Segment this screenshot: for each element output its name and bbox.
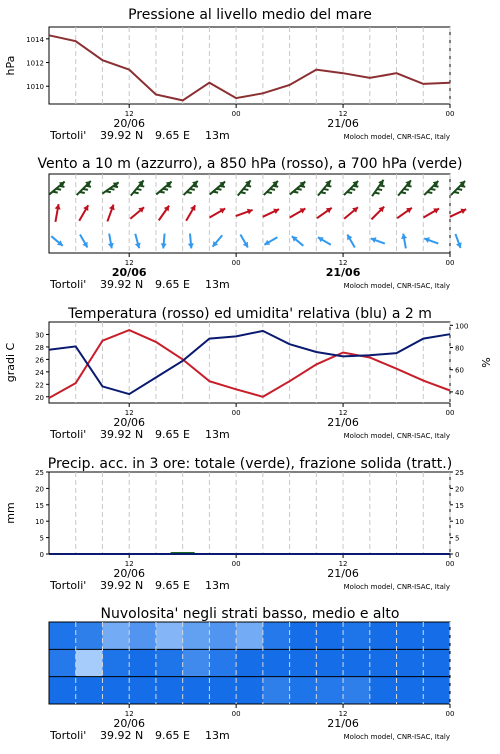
- wind-barb-feather: [56, 189, 61, 190]
- cloud-cell-basso: [209, 677, 236, 705]
- panel-1-date-label: 21/06: [327, 117, 359, 130]
- cloud-cell-basso: [423, 677, 450, 705]
- panel-1-x-tick-label: 00: [231, 110, 241, 118]
- wind-barb-feather: [326, 186, 331, 187]
- wind-barb-feather: [297, 189, 302, 190]
- cloud-cell-basso: [316, 677, 343, 705]
- panel-3-title: Temperatura (rosso) ed umidita' relativa (blu) a 2 m: [68, 306, 432, 322]
- wind-barb-feather: [460, 186, 465, 187]
- wind-arrow-10m: [455, 234, 461, 248]
- cloud-cell-basso: [263, 677, 290, 705]
- wind-barb-feather: [300, 186, 305, 187]
- cloud-cell-alto: [290, 622, 317, 650]
- wind-barb-feather: [166, 186, 171, 187]
- wind-arrow-850hpa: [397, 208, 412, 218]
- panel-3-y2-tick-label: 60: [455, 366, 464, 375]
- wind-arrow-850hpa: [130, 207, 144, 219]
- cloud-cell-alto: [343, 622, 370, 650]
- wind-barb-feather: [193, 186, 198, 187]
- wind-arrow-850hpa: [79, 205, 88, 221]
- cloud-cell-medio: [397, 649, 424, 677]
- panel-4-elevation: 13m: [205, 579, 230, 592]
- cloud-cell-medio: [290, 649, 317, 677]
- wind-barb-feather: [350, 189, 355, 190]
- cloud-cell-basso: [76, 677, 103, 705]
- wind-arrow-700hpa: [451, 181, 465, 195]
- wind-barb-feather: [109, 189, 114, 190]
- panel-3-y-tick-label: 28: [35, 343, 44, 352]
- wind-arrow-700hpa: [77, 181, 91, 195]
- panel-3-y2-tick-label: 40: [455, 388, 464, 397]
- cloud-cell-medio: [423, 649, 450, 677]
- wind-barb-feather: [375, 193, 380, 194]
- wind-arrow-850hpa: [263, 209, 279, 217]
- panel-4-y-tick-label: 15: [35, 501, 44, 510]
- cloud-cell-alto: [156, 622, 183, 650]
- wind-barb-feather: [83, 189, 88, 190]
- wind-arrow-10m: [424, 237, 438, 243]
- panel-4-latitude: 39.92 N: [100, 579, 144, 592]
- panel-3-latitude: 39.92 N: [100, 428, 144, 441]
- wind-barb-feather: [106, 191, 111, 192]
- panel-4-date-label: 20/06: [113, 567, 146, 580]
- wind-arrow-850hpa: [107, 205, 114, 222]
- wind-barb-feather: [434, 186, 439, 187]
- wind-arrow-700hpa: [264, 181, 278, 195]
- panel-3-date-label: 21/06: [327, 416, 359, 429]
- panel-5-x-tick-label: 12: [338, 710, 348, 718]
- cloud-cell-basso: [236, 677, 263, 705]
- panel-1-elevation: 13m: [205, 129, 230, 142]
- cloud-cell-medio: [343, 649, 370, 677]
- panel-3-date-label: 20/06: [113, 416, 146, 429]
- panel-2-latitude: 39.92 N: [100, 278, 144, 291]
- wind-arrow-700hpa: [131, 180, 144, 195]
- panel-1-x-tick-label: 12: [338, 110, 348, 118]
- panel-4-x-tick-label: 00: [445, 560, 455, 568]
- wind-arrow-850hpa: [159, 206, 169, 221]
- wind-barb-feather: [80, 192, 85, 193]
- panel-5-date-label: 20/06: [113, 717, 146, 730]
- cloud-cell-basso: [397, 677, 424, 705]
- wind-barb-feather: [53, 192, 58, 193]
- cloud-cell-alto: [102, 622, 129, 650]
- wind-barb-feather: [270, 189, 275, 190]
- wind-barb-feather: [401, 192, 406, 193]
- wind-arrow-10m: [292, 236, 303, 246]
- wind-barb-feather: [407, 186, 412, 187]
- cloud-cell-alto: [397, 622, 424, 650]
- wind-barb-feather: [190, 189, 195, 190]
- cloud-cell-alto: [236, 622, 263, 650]
- cloud-cell-medio: [49, 649, 76, 677]
- wind-arrow-10m: [188, 234, 194, 249]
- wind-barb-feather: [353, 186, 358, 187]
- wind-barb-feather: [86, 186, 91, 187]
- cloud-cell-alto: [129, 622, 156, 650]
- wind-arrow-850hpa: [236, 209, 253, 216]
- wind-barb-feather: [216, 189, 221, 190]
- wind-arrow-700hpa: [210, 182, 225, 195]
- panel-1-pressure-line: [49, 35, 450, 100]
- panel-2-longitude: 9.65 E: [155, 278, 190, 291]
- panel-3-y-axis-label: gradi C: [4, 342, 17, 383]
- cloud-cell-medio: [183, 649, 210, 677]
- panel-2-x-tick-label: 00: [231, 259, 241, 267]
- wind-arrow-10m: [401, 234, 407, 249]
- panel-4-y-tick-label: 25: [35, 469, 44, 477]
- panel-5-elevation: 13m: [205, 729, 230, 742]
- cloud-cell-basso: [183, 677, 210, 705]
- wind-arrow-10m: [108, 234, 114, 249]
- panel-3-credit: Moloch model, CNR-ISAC, Italy: [343, 432, 450, 440]
- cloud-cell-medio: [156, 649, 183, 677]
- wind-barb-feather: [160, 192, 165, 193]
- wind-arrow-10m: [264, 237, 277, 245]
- panel-5-longitude: 9.65 E: [155, 729, 190, 742]
- wind-arrow-850hpa: [450, 209, 466, 217]
- panel-4-y2-tick-label: 25: [455, 469, 464, 477]
- wind-arrow-850hpa: [55, 204, 61, 222]
- panel-5-latitude: 39.92 N: [100, 729, 144, 742]
- wind-barb-feather: [246, 186, 251, 187]
- panel-1-x-tick-label: 12: [124, 110, 134, 118]
- wind-barb-feather: [139, 186, 144, 187]
- wind-barb-feather: [243, 189, 248, 190]
- wind-arrow-700hpa: [318, 180, 331, 195]
- wind-arrow-700hpa: [372, 180, 385, 196]
- panel-1-frame: [49, 27, 450, 104]
- cloud-cell-basso: [156, 677, 183, 705]
- cloud-cell-medio: [129, 649, 156, 677]
- wind-barb-feather: [220, 186, 225, 187]
- wind-arrow-850hpa: [371, 207, 384, 220]
- panel-3-y2-tick-label: 100: [455, 322, 469, 331]
- panel-2-date-label: 20/06: [111, 266, 147, 279]
- cloud-cell-basso: [370, 677, 397, 705]
- wind-barb-feather: [134, 192, 139, 193]
- panel-4-x-tick-label: 00: [231, 560, 241, 568]
- wind-arrow-10m: [240, 235, 248, 248]
- wind-arrow-10m: [213, 235, 223, 246]
- panel-4-y-tick-label: 0: [39, 551, 44, 559]
- panel-3-y-tick-label: 24: [35, 368, 44, 377]
- panel-2-location-name: Tortoli': [50, 278, 87, 291]
- wind-arrow-700hpa: [344, 181, 358, 195]
- wind-barb-feather: [163, 189, 168, 190]
- panel-3-y-tick-label: 30: [35, 331, 44, 340]
- wind-barb-feather: [347, 192, 352, 193]
- cloud-cell-basso: [290, 677, 317, 705]
- wind-barb-feather: [213, 192, 218, 193]
- cloud-cell-basso: [129, 677, 156, 705]
- wind-arrow-700hpa: [102, 182, 118, 193]
- wind-barb-feather: [187, 192, 192, 193]
- wind-barb-feather: [380, 185, 385, 186]
- wind-barb-feather: [430, 189, 435, 190]
- wind-barb-feather: [241, 192, 246, 193]
- panel-3-longitude: 9.65 E: [155, 428, 190, 441]
- cloud-cell-medio: [209, 649, 236, 677]
- panel-1-y-tick-label: 1010: [26, 83, 44, 92]
- panel-1-credit: Moloch model, CNR-ISAC, Italy: [343, 133, 450, 141]
- panel-5-x-tick-label: 12: [124, 710, 134, 718]
- panel-2-date-label: 21/06: [325, 266, 361, 279]
- panel-3-elevation: 13m: [205, 428, 230, 441]
- wind-arrow-850hpa: [210, 208, 226, 217]
- wind-arrow-head: [188, 243, 194, 248]
- panel-4-date-label: 21/06: [327, 567, 359, 580]
- panel-5-title: Nuvolosita' negli strati basso, medio e alto: [100, 606, 400, 622]
- panel-5-credit: Moloch model, CNR-ISAC, Italy: [343, 733, 450, 741]
- wind-arrow-10m: [318, 237, 331, 245]
- cloud-cell-medio: [236, 649, 263, 677]
- panel-1-location-name: Tortoli': [50, 129, 87, 142]
- panel-4-y2-tick-label: 5: [455, 534, 460, 543]
- panel-4-y2-tick-label: 15: [455, 501, 464, 510]
- wind-arrow-10m: [135, 234, 141, 248]
- wind-arrow-10m: [80, 235, 88, 248]
- panel-3-y-tick-label: 22: [35, 381, 44, 390]
- wind-arrow-700hpa: [156, 182, 171, 195]
- cloud-cell-medio: [316, 649, 343, 677]
- panel-5-x-tick-label: 00: [231, 710, 241, 718]
- wind-barb-feather: [321, 192, 326, 193]
- panel-4-y2-tick-label: 20: [455, 485, 464, 494]
- wind-arrow-850hpa: [317, 208, 332, 218]
- panel-2-x-tick-label: 12: [124, 259, 134, 267]
- wind-arrow-head: [161, 243, 167, 248]
- cloud-cell-alto: [423, 622, 450, 650]
- panel-3-x-tick-label: 00: [231, 409, 241, 417]
- panel-5-x-tick-label: 00: [445, 710, 455, 718]
- panel-4-x-tick-label: 12: [124, 560, 134, 568]
- panel-1-y-tick-label: 1014: [26, 35, 44, 44]
- cloud-cell-medio: [102, 649, 129, 677]
- panel-4-frame: [49, 472, 450, 554]
- panel-4-y-tick-label: 10: [35, 518, 44, 527]
- cloud-cell-alto: [370, 622, 397, 650]
- panel-1-x-tick-label: 00: [445, 110, 455, 118]
- panel-1-longitude: 9.65 E: [155, 129, 190, 142]
- wind-arrow-850hpa: [290, 208, 306, 217]
- panel-4-longitude: 9.65 E: [155, 579, 190, 592]
- wind-barb-feather: [324, 189, 329, 190]
- panel-3-y2-axis-label: %: [480, 357, 493, 368]
- wind-arrow-700hpa: [398, 180, 411, 195]
- wind-barb-feather: [273, 186, 278, 187]
- panel-3-y2-tick-label: 80: [455, 344, 464, 353]
- panel-4-y-axis-label: mm: [4, 502, 17, 524]
- panel-3-x-tick-label: 12: [124, 409, 134, 417]
- cloud-cell-medio: [370, 649, 397, 677]
- wind-barb-feather: [267, 192, 272, 193]
- cloud-cell-alto: [183, 622, 210, 650]
- panel-1-latitude: 39.92 N: [100, 129, 144, 142]
- panel-5-date-label: 21/06: [327, 717, 359, 730]
- wind-barb-feather: [113, 186, 118, 187]
- wind-barb-feather: [427, 192, 432, 193]
- wind-barb-feather: [404, 189, 409, 190]
- panel-4-y2-tick-label: 0: [455, 551, 460, 559]
- panel-2-x-tick-label: 00: [445, 259, 455, 267]
- wind-arrow-700hpa: [49, 182, 64, 195]
- panel-3-x-tick-label: 12: [338, 409, 348, 417]
- panel-3-humidity-line: [49, 331, 450, 394]
- panel-4-credit: Moloch model, CNR-ISAC, Italy: [343, 583, 450, 591]
- panel-2-x-tick-label: 12: [338, 259, 348, 267]
- panel-4-title: Precip. acc. in 3 ore: totale (verde), frazione solida (tratt.): [47, 456, 453, 472]
- wind-arrow-10m: [347, 235, 355, 248]
- panel-4-x-tick-label: 12: [338, 560, 348, 568]
- wind-arrow-850hpa: [186, 205, 195, 221]
- cloud-cell-medio: [263, 649, 290, 677]
- cloud-cell-basso: [49, 677, 76, 705]
- panel-1-y-axis-label: hPa: [4, 55, 17, 76]
- cloud-cell-alto: [263, 622, 290, 650]
- cloud-cell-alto: [76, 622, 103, 650]
- panel-1-date-label: 20/06: [113, 117, 146, 130]
- panel-1-y-tick-label: 1012: [26, 59, 44, 68]
- panel-3-location-name: Tortoli': [50, 428, 87, 441]
- panel-1-title: Pressione al livello medio del mare: [128, 7, 372, 23]
- wind-arrow-850hpa: [423, 208, 439, 217]
- panel-2-title: Vento a 10 m (azzurro), a 850 hPa (rosso), a 700 hPa (verde): [37, 156, 463, 172]
- wind-arrow-700hpa: [238, 180, 251, 195]
- wind-barb-feather: [136, 189, 141, 190]
- cloud-cell-medio: [76, 649, 103, 677]
- wind-arrow-10m: [161, 234, 167, 249]
- panel-4-y2-tick-label: 10: [455, 518, 464, 527]
- wind-barb-feather: [454, 192, 459, 193]
- panel-4-y-tick-label: 5: [39, 534, 44, 543]
- wind-barb-feather: [377, 189, 382, 190]
- wind-arrow-850hpa: [344, 207, 358, 219]
- wind-arrow-700hpa: [184, 181, 198, 195]
- wind-barb-feather: [59, 186, 64, 187]
- wind-barb-feather: [293, 192, 298, 193]
- panel-5-location-name: Tortoli': [50, 729, 87, 742]
- panel-3-y-tick-label: 20: [35, 393, 44, 402]
- panel-3-y-tick-label: 26: [35, 356, 44, 365]
- cloud-cell-alto: [49, 622, 76, 650]
- cloud-cell-alto: [209, 622, 236, 650]
- wind-arrow-10m: [51, 236, 62, 246]
- cloud-cell-basso: [102, 677, 129, 705]
- panel-3-x-tick-label: 00: [445, 409, 455, 417]
- cloud-cell-alto: [316, 622, 343, 650]
- wind-arrow-10m: [371, 237, 385, 243]
- wind-arrow-700hpa: [424, 181, 438, 195]
- cloud-cell-basso: [343, 677, 370, 705]
- panel-2-credit: Moloch model, CNR-ISAC, Italy: [343, 282, 450, 290]
- panel-2-elevation: 13m: [205, 278, 230, 291]
- wind-arrow-700hpa: [290, 182, 305, 195]
- wind-barb-feather: [457, 189, 462, 190]
- panel-4-location-name: Tortoli': [50, 579, 87, 592]
- panel-4-y-tick-label: 20: [35, 485, 44, 494]
